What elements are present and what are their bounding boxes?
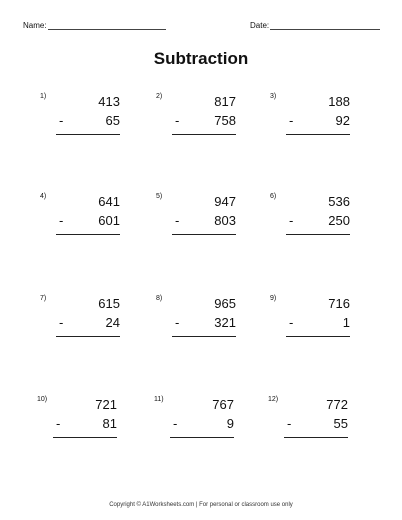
minuend: 721 bbox=[95, 397, 117, 412]
subtrahend: 9 bbox=[226, 416, 234, 431]
problem-1 bbox=[40, 93, 120, 153]
minus-sign: - bbox=[59, 213, 64, 228]
minus-sign: - bbox=[289, 213, 294, 228]
date-field[interactable] bbox=[250, 21, 380, 30]
minuend: 772 bbox=[326, 397, 348, 412]
subtrahend: 55 bbox=[333, 416, 348, 431]
problem-11 bbox=[154, 396, 234, 456]
answer-line bbox=[53, 437, 117, 438]
problem-number: 6) bbox=[270, 193, 277, 200]
minuend: 947 bbox=[214, 194, 236, 209]
minus-sign: - bbox=[287, 416, 292, 431]
name-field[interactable] bbox=[23, 21, 166, 30]
minuend: 767 bbox=[212, 397, 234, 412]
problem-4 bbox=[40, 193, 120, 253]
page-title: Subtraction bbox=[153, 49, 249, 68]
subtrahend: 92 bbox=[335, 113, 350, 128]
problem-number: 10) bbox=[37, 396, 48, 403]
problem-number: 7) bbox=[40, 295, 47, 302]
answer-line bbox=[56, 234, 120, 235]
answer-line bbox=[56, 134, 120, 135]
answer-line bbox=[56, 336, 120, 337]
minus-sign: - bbox=[56, 416, 61, 431]
minus-sign: - bbox=[59, 113, 64, 128]
minus-sign: - bbox=[173, 416, 178, 431]
subtrahend: 758 bbox=[214, 113, 236, 128]
copyright-footer: Copyright © A1Worksheets.com | For personal or classroom use only bbox=[109, 502, 293, 508]
problem-number: 5) bbox=[156, 193, 163, 200]
answer-line bbox=[286, 134, 350, 135]
problem-number: 12) bbox=[268, 396, 279, 403]
subtrahend: 803 bbox=[214, 213, 236, 228]
problem-3 bbox=[270, 93, 350, 153]
minuend: 536 bbox=[328, 194, 350, 209]
problem-number: 8) bbox=[156, 295, 163, 302]
answer-line bbox=[172, 336, 236, 337]
minus-sign: - bbox=[175, 213, 180, 228]
subtrahend: 601 bbox=[98, 213, 120, 228]
minuend: 641 bbox=[98, 194, 120, 209]
problem-5 bbox=[156, 193, 236, 253]
minuend: 188 bbox=[328, 94, 350, 109]
subtrahend: 1 bbox=[342, 315, 350, 330]
problem-number: 11) bbox=[154, 396, 164, 403]
subtrahend: 24 bbox=[105, 315, 120, 330]
answer-line bbox=[170, 437, 234, 438]
problem-6 bbox=[270, 193, 350, 253]
subtrahend: 321 bbox=[214, 315, 236, 330]
date-label: Date: bbox=[250, 21, 270, 30]
name-line[interactable] bbox=[48, 22, 166, 30]
minuend: 615 bbox=[98, 296, 120, 311]
minus-sign: - bbox=[175, 315, 180, 330]
answer-line bbox=[286, 234, 350, 235]
minuend: 965 bbox=[214, 296, 236, 311]
problem-8 bbox=[156, 295, 236, 355]
problem-number: 1) bbox=[40, 93, 47, 100]
answer-line bbox=[286, 336, 350, 337]
name-label: Name: bbox=[23, 21, 47, 30]
minuend: 413 bbox=[98, 94, 120, 109]
problem-12 bbox=[268, 396, 348, 456]
minuend: 716 bbox=[328, 296, 350, 311]
problem-2 bbox=[156, 93, 236, 153]
minus-sign: - bbox=[289, 113, 294, 128]
subtrahend: 250 bbox=[328, 213, 350, 228]
problem-number: 4) bbox=[40, 193, 47, 200]
answer-line bbox=[172, 134, 236, 135]
problem-10 bbox=[37, 396, 117, 456]
problem-9 bbox=[270, 295, 350, 355]
problem-number: 2) bbox=[156, 93, 163, 100]
problem-number: 9) bbox=[270, 295, 277, 302]
subtrahend: 65 bbox=[105, 113, 120, 128]
minus-sign: - bbox=[289, 315, 294, 330]
date-line[interactable] bbox=[270, 22, 380, 30]
minus-sign: - bbox=[175, 113, 180, 128]
problem-number: 3) bbox=[270, 93, 277, 100]
minus-sign: - bbox=[59, 315, 64, 330]
problem-7 bbox=[40, 295, 120, 355]
answer-line bbox=[172, 234, 236, 235]
subtrahend: 81 bbox=[102, 416, 117, 431]
minuend: 817 bbox=[214, 94, 236, 109]
answer-line bbox=[284, 437, 348, 438]
